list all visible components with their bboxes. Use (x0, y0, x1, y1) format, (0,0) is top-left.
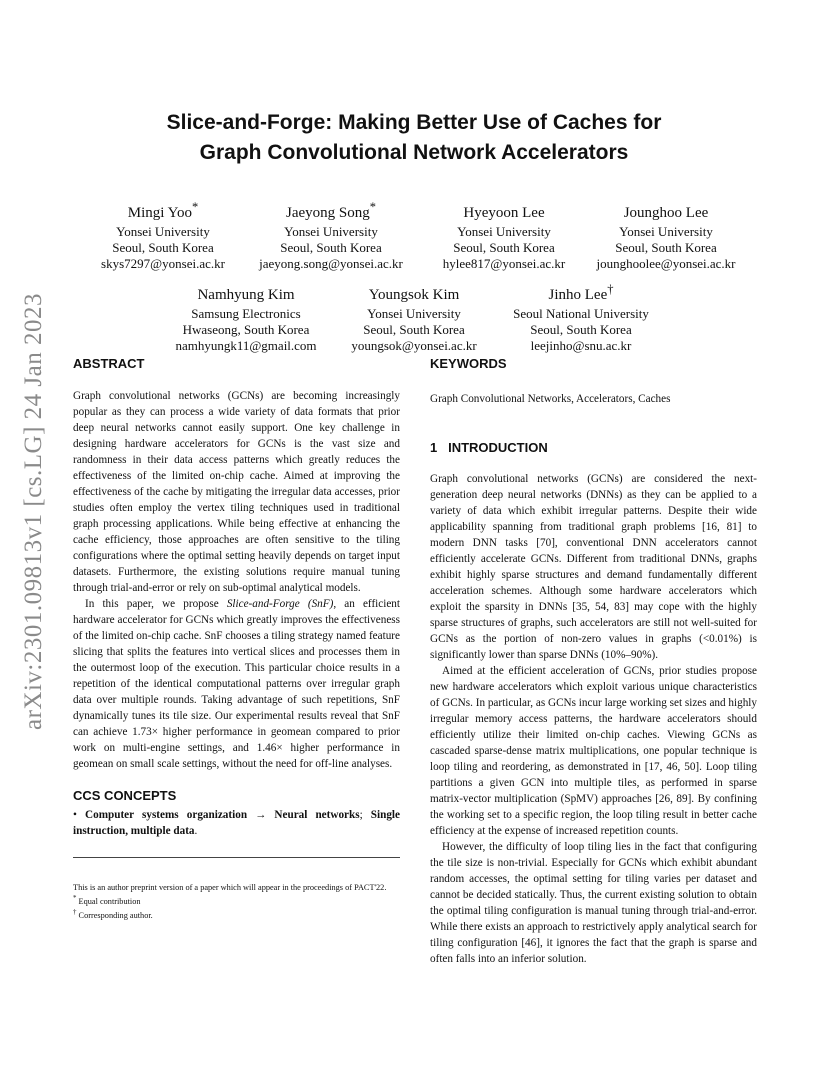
author-location: Seoul, South Korea (363, 322, 465, 337)
title-line-2: Graph Convolutional Network Accelerators (199, 141, 629, 164)
footnote-corresponding: Corresponding author. (78, 910, 153, 920)
author-email: hylee817@yonsei.ac.kr (442, 256, 566, 271)
intro-paragraph-2: Aimed at the efficient acceleration of GCNs, prior studies propose new hardware accelerators which exploit various unique characteristics of GCNs. In particular, as GCNs incur large working set sizes and highly irregular memory access patterns, the hardware accelerators should efficiently utilize their limited on-chip caches. Viewing GCNs as cascaded sparse-dense matrix multiplications, one popular technique is loop tiling and reordering, as demonstrated in [17, 46, 50]. Loop tiling partitions a given GCN into multiple tiles, as performed in sparse matrix-vector multiplication (SpMV) approaches [26, 89]. By confining the working set to a specific region, the loop tiling result in better cache efficiency at the expense of increased repetition counts. (430, 665, 757, 837)
abstract-paragraph-2: In this paper, we propose Slice-and-Forge (SnF), an efficient hardware accelerator for GCNs which greatly improves the effectiveness of the limited on-chip cache. SnF chooses a tiling strategy named feature slicing that splits the features into vertical slices and processes them in the outermost loop of the execution. This particular choice results in a repetition of the identical computational patterns over irregular graph data over multiple rounds. Taking advantage of such repetitions, SnF dynamically tunes its tile size. Our experimental results reveal that SnF can achieve 1.73× higher performance in geomean compared to prior work on multi-engine settings, and 1.46× higher performance in geomean on small scale settings, without the need for off-line analyses. (73, 598, 401, 770)
abstract-heading: ABSTRACT (73, 356, 145, 371)
footnote-rule (73, 857, 400, 858)
footnotes: This is an author preprint version of a paper which will appear in the proceedings of PACT'22. * Equal contribution † Corresponding author. (73, 882, 400, 921)
author-name: Mingi Yoo (127, 205, 192, 221)
author-location: Seoul, South Korea (530, 322, 632, 337)
author-email: leejinho@snu.ac.kr (530, 338, 632, 353)
author-block (83, 196, 243, 272)
author-name: Jounghoo Lee (623, 205, 709, 221)
arxiv-stamp-text: arXiv:2301.09813v1 [cs.LG] 24 Jan 2023 (20, 293, 47, 730)
author-block (496, 278, 666, 354)
author-affiliation: Yonsei University (116, 224, 210, 239)
system-name: Slice-and-Forge (SnF) (226, 598, 334, 610)
intro-heading (430, 440, 548, 455)
author-location: Seoul, South Korea (280, 240, 382, 255)
intro-paragraph-3: However, the difficulty of loop tiling lies in the fact that configuring the tile size is non-trivial. Especially for GCNs which exhibit abundant random accesses, the optimal setting for tiling varies per dataset and cannot be decided statically. Thus, the current existing solution to obtain the optimal tiling configuration is manual tuning through trial-and-error. While there exists an approach to restrictively apply analytical search for tiling configuration [46], it ignores the fact that the graph is sparse and often falls into an inferior solution. (430, 841, 757, 965)
author-affiliation: Seoul National University (513, 306, 649, 321)
intro-paragraph-1: Graph convolutional networks (GCNs) are considered the next-generation deep neural networks (DNNs) as they can be applied to a variety of data which exhibit irregular patterns. Despite their wide applicability spanning from traditional graph problems [16, 81] to modern DNN tasks [70], conventional DNN accelerators cannot efficiently accelerate GCNs. Different from traditional DNNs, graphs exhibit highly sparse structures and demand fundamentally different acceleration schemes. Although some hardware accelerators which exploit the sparsity in DNNs [35, 54, 83] may cope with the highly sparse structures of graphs, such accelerators are still not well-suited for GCNs as the portion of non-zero values in graphs (<0.01%) is significantly lower than sparse DNNs (10%–90%). (430, 473, 757, 661)
author-affiliation: Samsung Electronics (191, 306, 301, 321)
author-block (246, 196, 416, 272)
keywords-text: Graph Convolutional Networks, Accelerators, Caches (430, 393, 671, 405)
intro-body (430, 471, 757, 967)
abstract-paragraph-1: Graph convolutional networks (GCNs) are becoming increasingly popular as they can process a wide variety of data formats that prior deep neural networks cannot easily support. One key challenge in designing hardware accelerators for GCNs is the vast size and randomness in their data access patterns which greatly reduces the effectiveness of the limited on-chip cache. Aimed at improving the effectiveness of the cache by mitigating the irregular data accesses, prior studies often employ the vertex tiling techniques used in traditional graph processing applications. While being effective at enhancing the cache efficiency, those approaches are often sensitive to the tiling configurations where the optimal setting heavily depends on target input datasets. Furthermore, the existing solutions require manual tuning through trial-and-error or rely on sub-optimal analytical models. (73, 390, 400, 594)
author-block (586, 196, 746, 272)
author-email: youngsok@yonsei.ac.kr (351, 338, 477, 353)
keywords-heading: KEYWORDS (430, 356, 507, 371)
title-line-1: Slice-and-Forge: Making Better Use of Caches for (166, 111, 662, 134)
author-email: jaeyong.song@yonsei.ac.kr (259, 256, 403, 271)
abstract-body (73, 388, 400, 772)
footnote-preprint: This is an author preprint version of a paper which will appear in the proceedings of PACT'22. (73, 883, 387, 892)
author-affiliation: Yonsei University (619, 224, 713, 239)
intro-heading-number: 1 (430, 440, 438, 455)
author-email: jounghoolee@yonsei.ac.kr (596, 256, 736, 271)
paper-title (0, 108, 828, 168)
author-name: Hyeyoon Lee (463, 205, 545, 221)
footnote-equal: Equal contribution (78, 896, 141, 906)
author-mark: * (191, 200, 199, 214)
author-block (166, 278, 326, 354)
author-affiliation: Yonsei University (284, 224, 378, 239)
intro-heading-title: INTRODUCTION (448, 440, 548, 455)
author-block (424, 196, 584, 272)
author-mark: * (369, 200, 376, 214)
author-email: namhyungk11@gmail.com (175, 338, 317, 353)
ccs-concepts: • Computer systems organization → Neural networks; Single instruction, multiple data. (73, 809, 401, 837)
author-location: Hwaseong, South Korea (182, 322, 310, 337)
author-block (334, 278, 494, 354)
author-affiliation: Yonsei University (457, 224, 551, 239)
ccs-heading: CCS CONCEPTS (73, 788, 177, 803)
author-name: Jaeyong Song (286, 205, 370, 221)
author-name: Namhyung Kim (197, 287, 295, 303)
author-name: Youngsok Kim (368, 287, 460, 303)
author-location: Seoul, South Korea (112, 240, 214, 255)
author-name: Jinho Lee (548, 287, 608, 303)
author-location: Seoul, South Korea (615, 240, 717, 255)
author-email: skys7297@yonsei.ac.kr (101, 256, 225, 271)
author-affiliation: Yonsei University (367, 306, 461, 321)
author-mark: † (607, 282, 614, 296)
author-location: Seoul, South Korea (453, 240, 555, 255)
